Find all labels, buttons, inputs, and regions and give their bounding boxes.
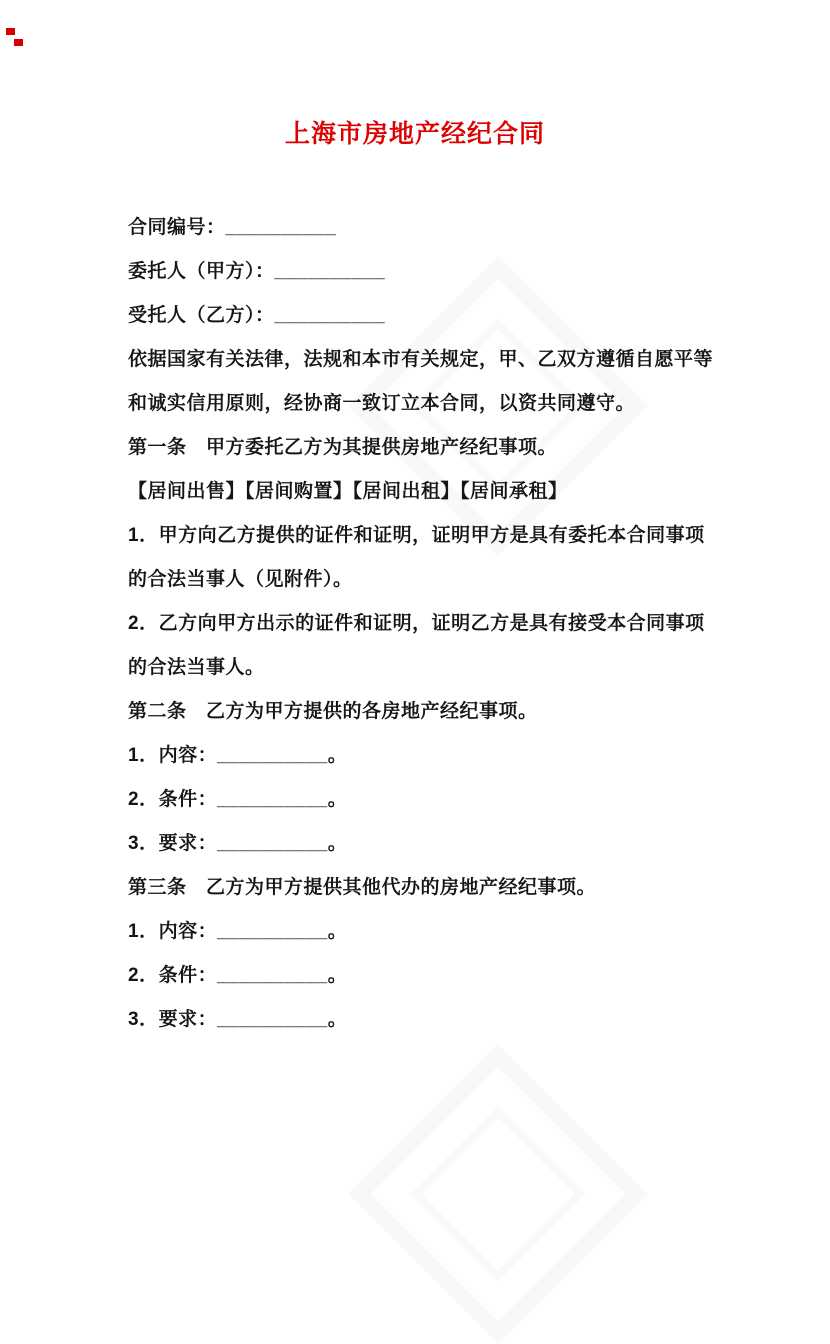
- contract-line-a1-item1a: 1．甲方向乙方提供的证件和证明，证明甲方是具有委托本合同事项: [128, 525, 705, 546]
- contract-line-a3-require: 3．要求：__________。: [128, 1009, 348, 1030]
- corner-mark: [6, 28, 32, 50]
- corner-mark-dot: [14, 39, 23, 46]
- watermark-icon: [348, 1044, 648, 1344]
- contract-line-a1-item2b: 的合法当事人。: [128, 657, 265, 678]
- contract-line-a2-terms: 2．条件：__________。: [128, 789, 348, 810]
- contract-line-a1-item1b: 的合法当事人（见附件）。: [128, 569, 353, 590]
- contract-line-party-a: 委托人（甲方）：__________: [128, 261, 386, 282]
- contract-line-number: 合同编号：__________: [128, 217, 337, 238]
- corner-mark-dot: [6, 28, 15, 35]
- contract-line-a1-item2a: 2．乙方向甲方出示的证件和证明，证明乙方是具有接受本合同事项: [128, 613, 705, 634]
- contract-line-preamble-1: 依据国家有关法律，法规和本市有关规定，甲、乙双方遵循自愿平等: [128, 349, 714, 370]
- contract-line-article-2: 第二条 乙方为甲方提供的各房地产经纪事项。: [128, 701, 538, 722]
- contract-line-preamble-2: 和诚实信用原则，经协商一致订立本合同，以资共同遵守。: [128, 393, 636, 414]
- contract-line-options: 【居间出售】【居间购置】【居间出租】【居间承租】: [128, 481, 568, 502]
- contract-line-a2-content: 1．内容：__________。: [128, 745, 348, 766]
- contract-line-article-3: 第三条 乙方为甲方提供其他代办的房地产经纪事项。: [128, 877, 597, 898]
- document-title: 上海市房地产经纪合同: [284, 120, 545, 148]
- document-body: [128, 206, 724, 1042]
- contract-line-a2-require: 3．要求：__________。: [128, 833, 348, 854]
- contract-line-a3-terms: 2．条件：__________。: [128, 965, 348, 986]
- watermark-inner-shape: [410, 1106, 585, 1281]
- contract-line-article-1: 第一条 甲方委托乙方为其提供房地产经纪事项。: [128, 437, 558, 458]
- contract-line-a3-content: 1．内容：__________。: [128, 921, 348, 942]
- contract-line-party-b: 受托人（乙方）：__________: [128, 305, 386, 326]
